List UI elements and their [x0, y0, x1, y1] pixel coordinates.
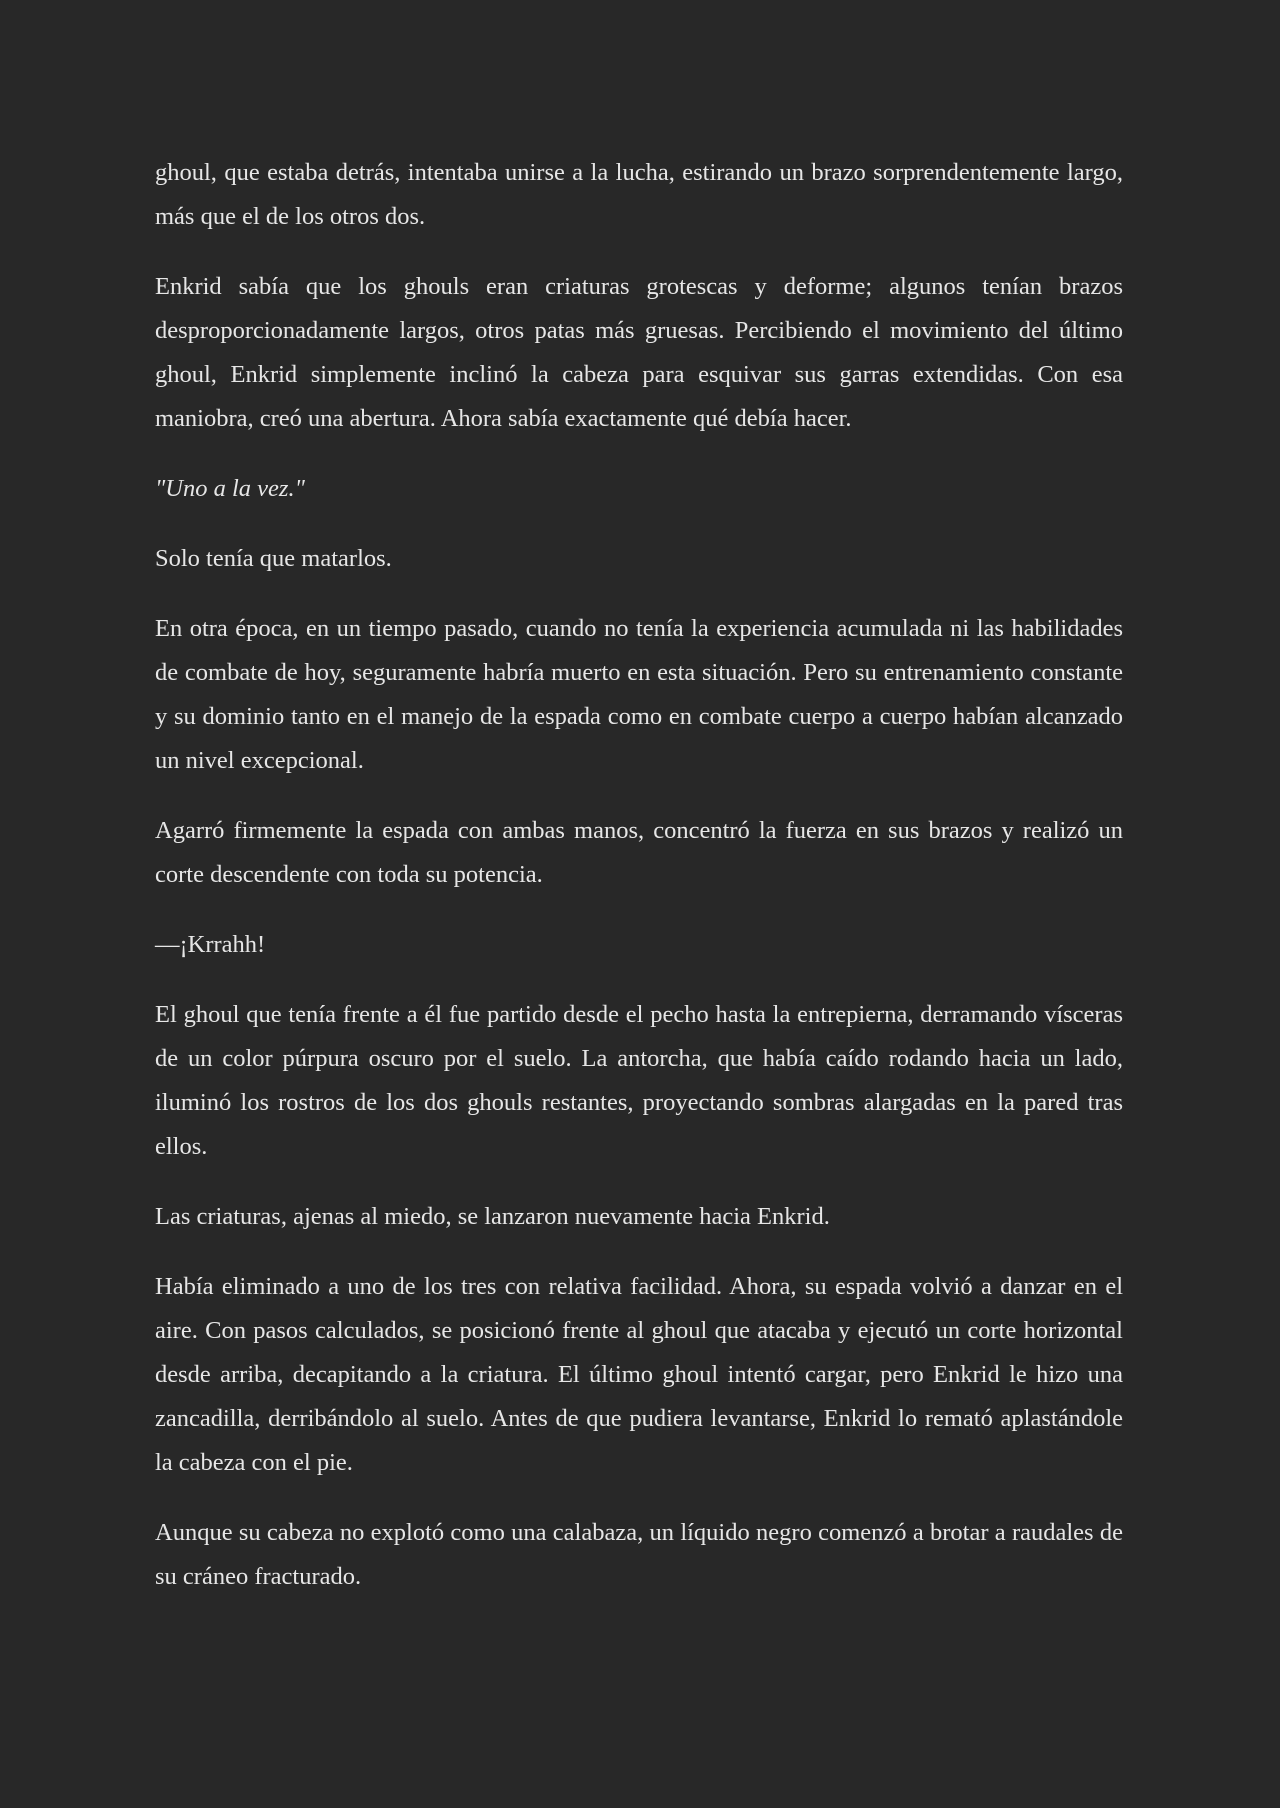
- paragraph: ghoul, que estaba detrás, intentaba unirse a la lucha, estirando un brazo sorprendentemente largo, más que el de los otros dos.: [155, 159, 1123, 230]
- paragraph: En otra época, en un tiempo pasado, cuando no tenía la experiencia acumulada ni las habilidades de combate de hoy, seguramente habría muerto en esta situación. Pero su entrenamiento constante y su dominio tanto en el manejo de la espada como en combate cuerpo a cuerpo habían alcanzado un nivel excepcional.: [155, 615, 1123, 774]
- paragraph: Las criaturas, ajenas al miedo, se lanzaron nuevamente hacia Enkrid.: [155, 1203, 830, 1230]
- paragraph: El ghoul que tenía frente a él fue partido desde el pecho hasta la entrepierna, derramando vísceras de un color púrpura oscuro por el suelo. La antorcha, que había caído rodando hacia un lado, iluminó los rostros de los dos ghouls restantes, proyectando sombras alargadas en la pared tras ellos.: [155, 1001, 1123, 1160]
- paragraph-dialogue: —¡Krrahh!: [155, 931, 266, 958]
- paragraph: Agarró firmemente la espada con ambas manos, concentró la fuerza en sus brazos y realizó un corte descendente con toda su potencia.: [155, 817, 1123, 888]
- paragraph: Aunque su cabeza no explotó como una calabaza, un líquido negro comenzó a brotar a raudales de su cráneo fracturado.: [155, 1519, 1123, 1590]
- paragraph: Enkrid sabía que los ghouls eran criaturas grotescas y deforme; algunos tenían brazos desproporcionadamente largos, otros patas más gruesas. Percibiendo el movimiento del último ghoul, Enkrid simplemente inclinó la cabeza para esquivar sus garras extendidas. Con esa maniobra, creó una abertura. Ahora sabía exactamente qué debía hacer.: [155, 273, 1123, 432]
- paragraph-thought: "Uno a la vez.": [155, 475, 305, 502]
- paragraph: Había eliminado a uno de los tres con relativa facilidad. Ahora, su espada volvió a danzar en el aire. Con pasos calculados, se posicionó frente al ghoul que atacaba y ejecutó un corte horizontal desde arriba, decapitando a la criatura. El último ghoul intentó cargar, pero Enkrid le hizo una zancadilla, derribándolo al suelo. Antes de que pudiera levantarse, Enkrid lo remató aplastándole la cabeza con el pie.: [155, 1273, 1123, 1476]
- chapter-text: [155, 151, 1123, 1625]
- paragraph: Solo tenía que matarlos.: [155, 545, 392, 572]
